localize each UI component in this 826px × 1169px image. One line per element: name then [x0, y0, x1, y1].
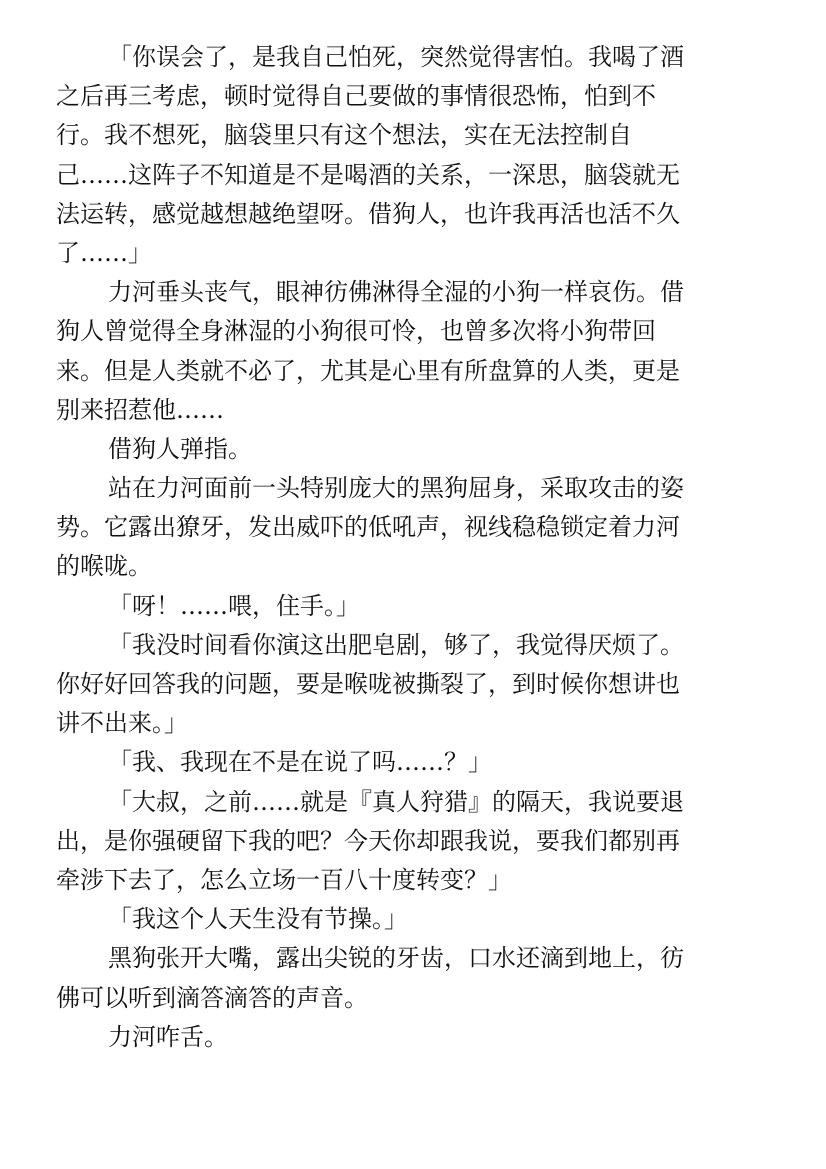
- text-line: 己……这阵子不知道是不是喝酒的关系，一深思，脑袋就无: [56, 160, 680, 189]
- text-line: 佛可以听到滴答滴答的声音。: [56, 983, 368, 1012]
- text-line: 来。但是人类就不必了，尤其是心里有所盘算的人类，更是: [56, 356, 680, 385]
- text-line: 「我、我现在不是在说了吗……？」: [108, 748, 492, 777]
- text-line: 狗人曾觉得全身淋湿的小狗很可怜，也曾多次将小狗带回: [56, 317, 656, 346]
- text-line: 「我没时间看你演这出肥皂剧，够了，我觉得厌烦了。: [108, 630, 684, 659]
- text-line: 你好好回答我的问题，要是喉咙被撕裂了，到时候你想讲也: [56, 670, 680, 698]
- text-line: 力河咋舌。: [108, 1022, 228, 1051]
- text-line: 了……」: [56, 238, 152, 267]
- text-line: 的喉咙。: [56, 552, 152, 581]
- text-line: 站在力河面前一头特别庞大的黑狗屈身，采取攻击的姿: [108, 474, 684, 503]
- text-line: 讲不出来。」: [56, 709, 188, 738]
- text-line: 出，是你强硬留下我的吧？今天你却跟我说，要我们都别再: [56, 826, 680, 855]
- text-page: [56, 38, 756, 1057]
- text-line: 「呀！……喂，住手。」: [108, 591, 360, 620]
- text-line: 力河垂头丧气，眼神彷佛淋得全湿的小狗一样哀伤。借: [108, 278, 684, 307]
- text-line: 之后再三考虑，顿时觉得自己要做的事情很恐怖，怕到不: [56, 82, 656, 111]
- text-line: 黑狗张开大嘴，露出尖锐的牙齿，口水还滴到地上，彷: [108, 944, 684, 973]
- text-line: 势。它露出獠牙，发出威吓的低吼声，视线稳稳锁定着力河: [56, 513, 680, 542]
- text-line: 法运转，感觉越想越绝望呀。借狗人，也许我再活也活不久: [56, 199, 680, 228]
- text-line: 行。我不想死，脑袋里只有这个想法，实在无法控制自: [56, 121, 632, 150]
- text-line: 牵涉下去了，怎么立场一百八十度转变？」: [56, 865, 512, 894]
- text-line: 借狗人弹指。: [108, 434, 252, 463]
- text-line: 「你误会了，是我自己怕死，突然觉得害怕。我喝了酒: [108, 43, 684, 71]
- text-line: 「大叔，之前……就是『真人狩猎』的隔天，我说要退: [108, 787, 684, 816]
- text-line: 别来招惹他……: [56, 395, 224, 424]
- text-line: 「我这个人天生没有节操。」: [108, 905, 408, 934]
